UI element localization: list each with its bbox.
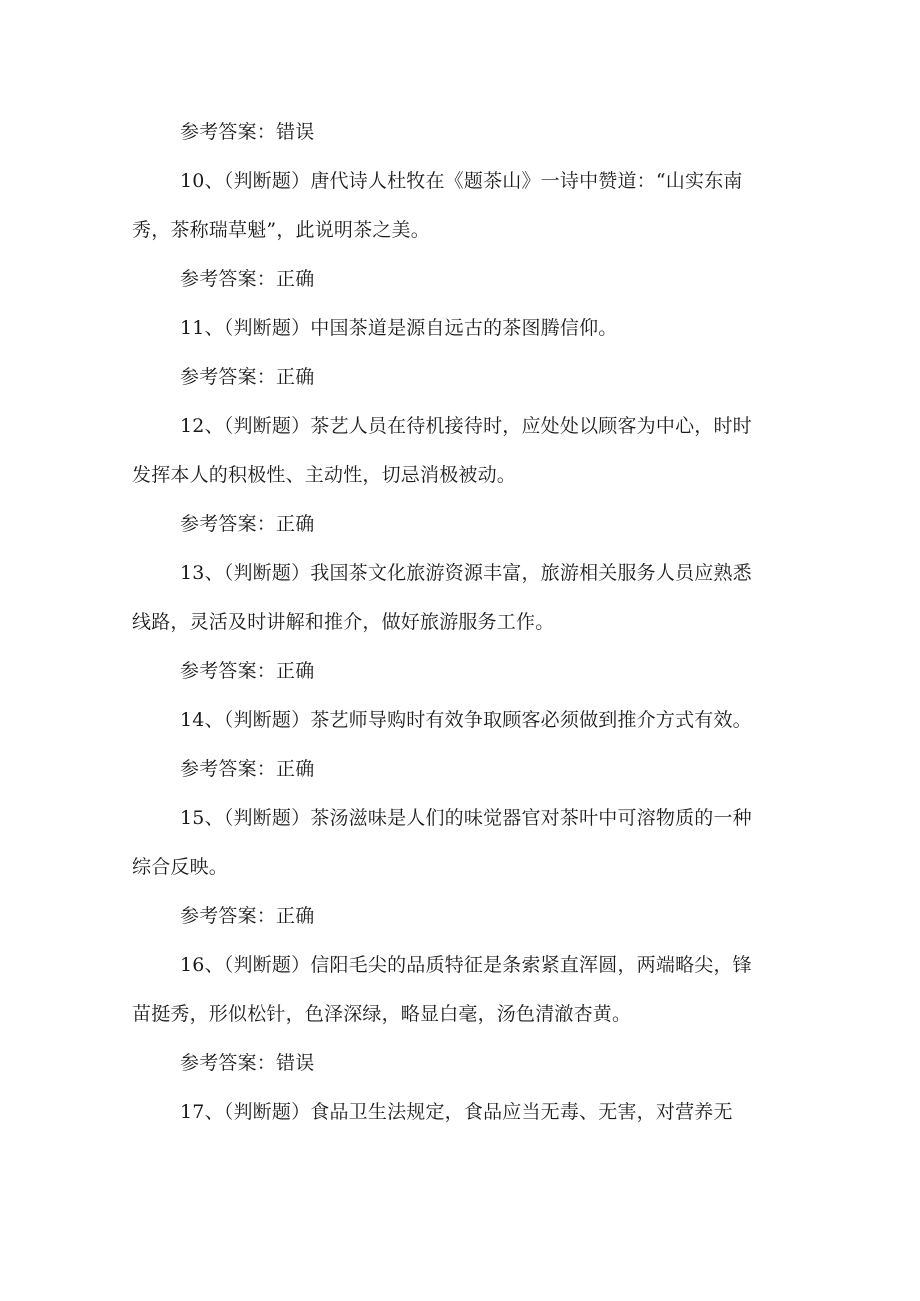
answer-prefix: 参考答案： <box>180 1052 277 1074</box>
question-15-line-2: 综合反映。 <box>132 856 229 878</box>
answer-prefix: 参考答案： <box>180 660 277 682</box>
answer-value: 错误 <box>276 121 315 143</box>
answer-prefix: 参考答案： <box>180 366 277 388</box>
answer-line <box>180 267 314 291</box>
question-11-line-1: 11、（判断题）中国茶道是源自远古的茶图腾信仰。 <box>180 317 618 339</box>
answer-value: 正确 <box>276 905 315 927</box>
answer-line <box>180 1051 314 1075</box>
answer-prefix: 参考答案： <box>180 121 277 143</box>
answer-line <box>180 757 314 781</box>
answer-prefix: 参考答案： <box>180 513 277 535</box>
answer-value: 正确 <box>276 513 315 535</box>
answer-line <box>180 659 314 683</box>
question-16-line-2: 苗挺秀，形似松针，色泽深绿，略显白毫，汤色清澈杏黄。 <box>132 1003 632 1025</box>
question-12-line-1: 12、（判断题）茶艺人员在待机接待时，应处处以顾客为中心，时时 <box>180 415 752 437</box>
question-14-line-1: 14、（判断题）茶艺师导购时有效争取顾客必须做到推介方式有效。 <box>180 709 752 731</box>
question-13-line-1: 13、（判断题）我国茶文化旅游资源丰富，旅游相关服务人员应熟悉 <box>180 562 752 584</box>
answer-prefix: 参考答案： <box>180 905 277 927</box>
question-15-line-1: 15、（判断题）茶汤滋味是人们的味觉器官对茶叶中可溶物质的一种 <box>180 807 752 829</box>
question-12-line-2: 发挥本人的积极性、主动性，切忌消极被动。 <box>132 464 517 486</box>
answer-value: 正确 <box>276 758 315 780</box>
answer-prefix: 参考答案： <box>180 268 277 290</box>
answer-value: 正确 <box>276 268 315 290</box>
question-13-line-2: 线路，灵活及时讲解和推介，做好旅游服务工作。 <box>132 611 555 633</box>
question-10-line-1: 10、（判断题）唐代诗人杜牧在《题茶山》一诗中赞道：“山实东南 <box>180 170 743 192</box>
answer-line <box>180 365 314 389</box>
answer-line <box>180 512 314 536</box>
answer-value: 正确 <box>276 366 315 388</box>
answer-line <box>180 120 314 144</box>
question-17-line-1: 17、（判断题）食品卫生法规定，食品应当无毒、无害，对营养无 <box>180 1101 733 1123</box>
question-16-line-1: 16、（判断题）信阳毛尖的品质特征是条索紧直浑圆，两端略尖，锋 <box>180 954 752 976</box>
question-10-line-2: 秀，茶称瑞草魁”，此说明茶之美。 <box>132 219 430 241</box>
answer-value: 错误 <box>276 1052 315 1074</box>
answer-value: 正确 <box>276 660 315 682</box>
answer-line <box>180 904 314 928</box>
answer-prefix: 参考答案： <box>180 758 277 780</box>
